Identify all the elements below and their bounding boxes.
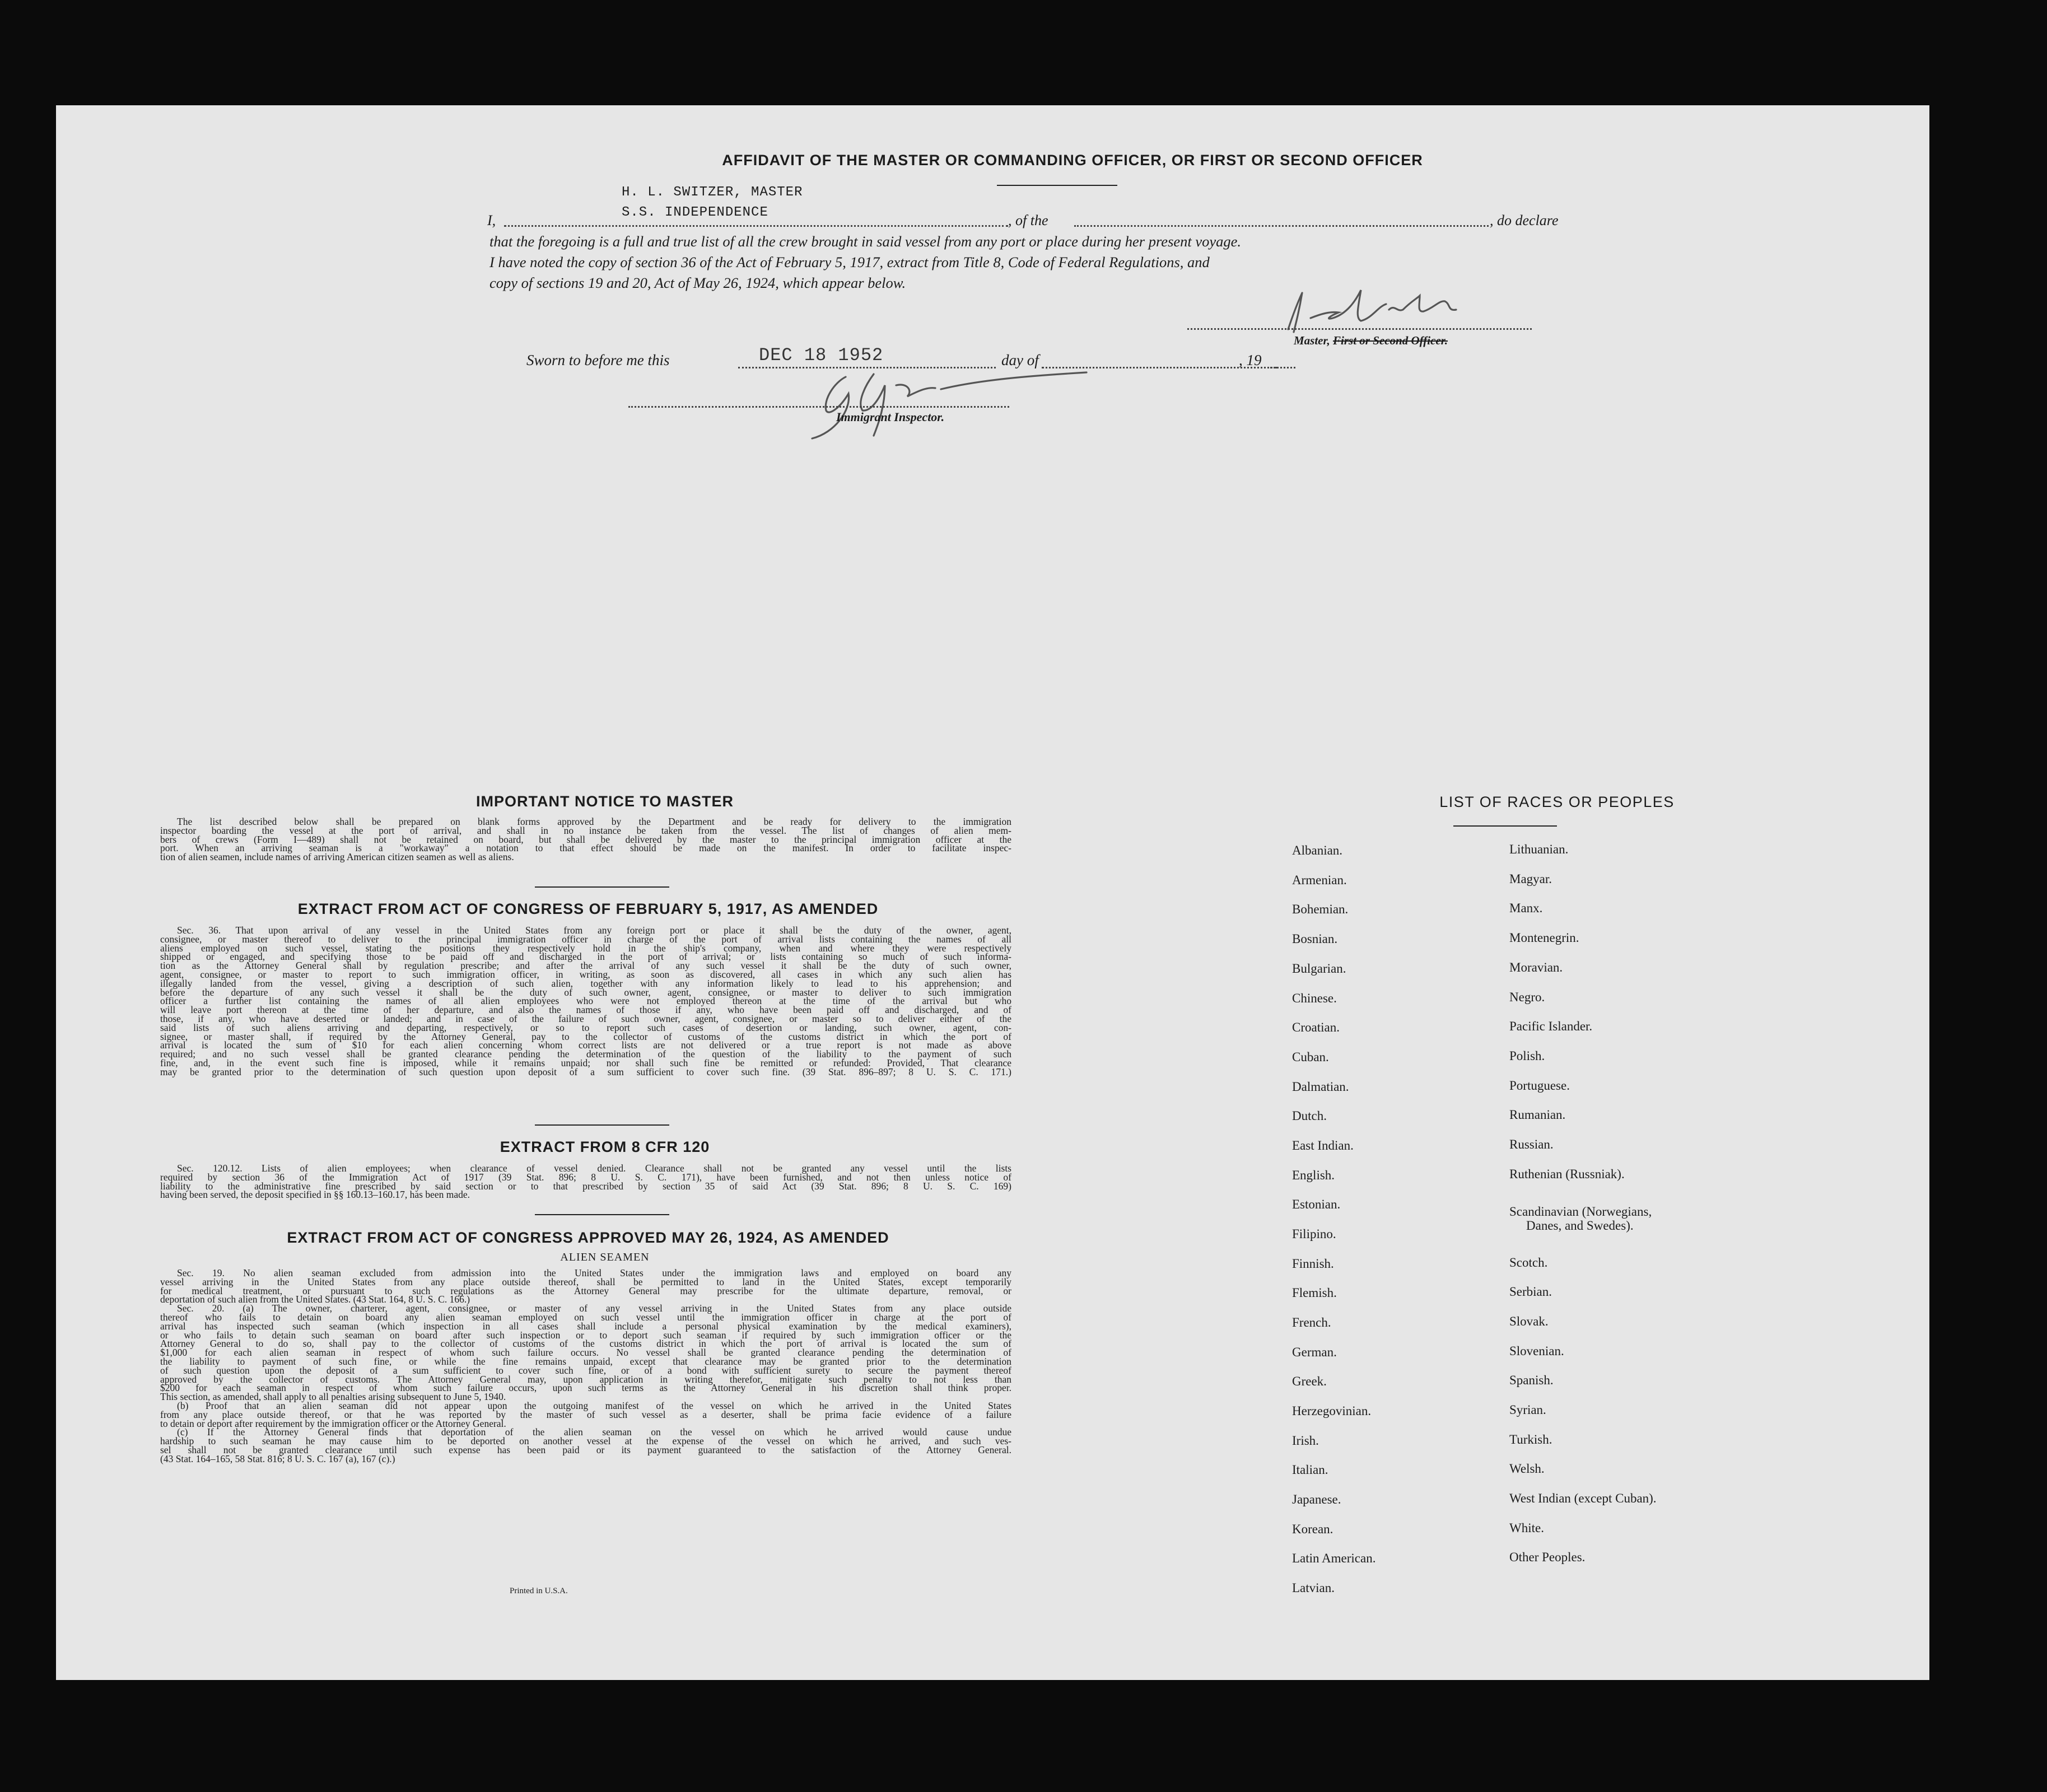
extract-1924-line: to detain or deport after requirement by the immigration officer or the Attorney General. xyxy=(160,1417,506,1429)
race-item: Other Peoples. xyxy=(1509,1550,1586,1564)
extract-1924-line: of such question upon the deposit of a sum sufficient to cover such fine, or of a bond with sufficient surety to secure the payment thereof xyxy=(160,1364,1011,1376)
race-item: Manx. xyxy=(1509,901,1543,915)
extract-cfr-title: EXTRACT FROM 8 CFR 120 xyxy=(500,1138,710,1155)
section-divider xyxy=(535,1214,669,1215)
race-item: Italian. xyxy=(1292,1463,1328,1477)
extract-1917-line: those, if any, who have deserted or landed; and in case of the failure of such owner, agent, consignee, or master so to deliver either of the xyxy=(160,1012,1011,1024)
extract-1917-line: illegally landed from the vessel, giving a description of such alien, together with any information likely to lead to his apprehension; and xyxy=(160,977,1011,989)
section-divider xyxy=(535,1124,669,1126)
master-caption xyxy=(1294,334,1448,348)
extract-1924-title: EXTRACT FROM ACT OF CONGRESS APPROVED MAY 26, 1924, AS AMENDED xyxy=(287,1229,889,1246)
sworn-label: Sworn to before me this xyxy=(526,352,670,368)
extract-1924-body xyxy=(160,1269,1011,1464)
race-item: Bulgarian. xyxy=(1292,962,1346,976)
race-item: Bosnian. xyxy=(1292,932,1338,946)
extract-1924-line: deportation of such alien from the United States. (43 Stat. 164, 8 U. S. C. 166.) xyxy=(160,1294,470,1305)
master-signature-line xyxy=(1187,328,1532,330)
manifest-page xyxy=(56,105,1929,1680)
extract-1924-line: from any place outside thereof, or that he was reported by the master of such vessel as a deserter, shall be prima facie evidence of a failure xyxy=(160,1408,1011,1420)
race-item: Pacific Islander. xyxy=(1509,1019,1593,1033)
extract-1917-line: before the departure of any such vessel it shall be the duty of such owner, agent, consignee, or master to deliver to such immigration xyxy=(160,986,1011,998)
extract-1917-line: Sec. 36. That upon arrival of any vessel in the United States from any foreign port or place it shall be the duty of the owner, agent, xyxy=(177,925,1011,936)
extract-cfr-line: required by section 36 of the Immigration Act of 1917 (39 Stat. 896; 8 U. S. C. 171), have been furnished, and not then unless notice of xyxy=(160,1171,1011,1183)
name-field xyxy=(504,225,1008,227)
race-item: Greek. xyxy=(1292,1374,1327,1388)
declaration-i-label: I, xyxy=(487,212,496,228)
race-item: Korean. xyxy=(1292,1522,1333,1536)
race-item: Japanese. xyxy=(1292,1492,1341,1506)
race-item: Armenian. xyxy=(1292,873,1347,887)
extract-cfr-line: having been served, the deposit specified in §§ 160.13–160.17, has been made. xyxy=(160,1189,470,1201)
extract-1924-line: hardship to such seaman he may cause him to be deported on another vessel at the expense of the vessel on which he arrived, and such ves- xyxy=(160,1435,1011,1447)
extract-cfr-body xyxy=(160,1164,1011,1200)
race-item: Serbian. xyxy=(1509,1285,1552,1299)
vessel-field xyxy=(1074,225,1489,227)
race-item: Flemish. xyxy=(1292,1286,1337,1300)
race-item: German. xyxy=(1292,1345,1337,1359)
of-the-label: , of the xyxy=(1008,212,1048,228)
extract-1924-line: $1,000 for each alien seaman in respect of whom such failure occurs. No vessel shall be granted clearance pending the determination of xyxy=(160,1347,1011,1359)
race-item: Polish. xyxy=(1509,1049,1545,1063)
printed-in-usa: Printed in U.S.A. xyxy=(510,1586,568,1595)
declaration-line-2: that the foregoing is a full and true list of all the crew brought in said vessel from any port or place during her present voyage. xyxy=(489,233,1242,250)
race-item: Ruthenian (Russniak). xyxy=(1509,1167,1625,1181)
race-item: Cuban. xyxy=(1292,1050,1329,1064)
notice-title: IMPORTANT NOTICE TO MASTER xyxy=(476,793,734,810)
race-item: Rumanian. xyxy=(1509,1108,1566,1122)
stamp-date: DEC 18 1952 xyxy=(759,345,884,366)
race-item: Syrian. xyxy=(1509,1403,1546,1417)
master-signature xyxy=(1277,279,1512,340)
race-item: Croatian. xyxy=(1292,1020,1340,1034)
extract-1917-line: agent, consignee, or master to report to such immigration officer, in writing, as soon as discovered, all cases in which any such alien has xyxy=(160,968,1011,980)
declaration-line-4: copy of sections 19 and 20, Act of May 26, 1924, which appear below. xyxy=(489,274,906,291)
race-item: Scandinavian (Norwegians, xyxy=(1509,1205,1652,1219)
notice-line: port. When an arriving seaman is a "workaway" a notation to that effect should be made on the manifest. In order to facilitate inspec- xyxy=(160,842,1011,854)
inspector-signature xyxy=(795,360,1109,444)
extract-1917-body xyxy=(160,926,1011,1077)
section-divider xyxy=(535,886,669,888)
extract-1924-line: Sec. 20. (a) The owner, charterer, agent, consignee, or master of any vessel arriving in the United States from any place outside xyxy=(177,1303,1011,1314)
typed-master-name: H. L. SWITZER, MASTER xyxy=(622,185,803,200)
race-item: Irish. xyxy=(1292,1434,1319,1448)
race-item: Latin American. xyxy=(1292,1551,1376,1565)
race-item: Danes, and Swedes). xyxy=(1526,1219,1634,1233)
extract-1924-line: Attorney General to do so, shall pay to the collector of customs of the customs district in which the port of arrival is located the sum of xyxy=(160,1338,1011,1350)
extract-1917-line: required; and no such vessel shall be granted clearance pending the determination of the question of the liability to the payment of such xyxy=(160,1048,1011,1060)
extract-cfr-line: Sec. 120.12. Lists of alien employees; when clearance of vessel denied. Clearance shall not be granted any vessel until the lists xyxy=(177,1163,1011,1174)
day-of-label: day of xyxy=(1001,352,1039,368)
race-item: Albanian. xyxy=(1292,843,1343,857)
extract-1917-line: arrival is located the sum of $10 for each alien concerning whom correct lists are not delivered or a true report is not made as above xyxy=(160,1039,1011,1051)
extract-1917-line: fine, and, in the event such fine is imposed, while it remains unpaid; nor shall such fine be remitted or refunded: Provided, That clearance xyxy=(160,1057,1011,1068)
extract-1924-line: the liability to payment of such fine, or while the fine remains unpaid, except that clearance may be granted prior to the determination xyxy=(160,1355,1011,1367)
extract-1924-subtitle: ALIEN SEAMEN xyxy=(560,1251,650,1263)
race-item: Magyar. xyxy=(1509,872,1552,886)
race-item: Spanish. xyxy=(1509,1373,1554,1387)
extract-1924-line: thereof who fails to detain on board any alien seaman employed on such vessel until the immigration officer in charge at the port of xyxy=(160,1311,1011,1323)
extract-1924-line: Sec. 19. No alien seaman excluded from admission into the United States under the immigration laws and employed on board any xyxy=(177,1267,1011,1278)
extract-1924-line: sel shall not be granted clearance until such expense has been paid or its payment guaranteed to the satisfaction of the Attorney General. xyxy=(160,1444,1011,1455)
race-item: English. xyxy=(1292,1168,1335,1182)
race-item: Welsh. xyxy=(1509,1462,1545,1476)
race-item: Finnish. xyxy=(1292,1257,1334,1271)
notice-line: bers of crews (Form I—489) shall not be retained on board, but shall be delivered by the master to the principal immigration officer at the xyxy=(160,833,1011,845)
extract-1917-line: officer a further list containing the names of all alien employees who were not employed thereon at the time of the arrival but who xyxy=(160,995,1011,1007)
title-rule xyxy=(997,185,1117,186)
race-item: Negro. xyxy=(1509,990,1545,1004)
affidavit-title: AFFIDAVIT OF THE MASTER OR COMMANDING OFFICER, OR FIRST OR SECOND OFFICER xyxy=(722,152,1423,169)
race-item: French. xyxy=(1292,1315,1331,1329)
races-title: LIST OF RACES OR PEOPLES xyxy=(1439,794,1675,810)
race-item: Lithuanian. xyxy=(1509,842,1569,856)
master-caption-struck: First or Second Officer. xyxy=(1333,334,1448,347)
extract-1917-line: will leave port thereon at the time of her departure, and also the names of those if any, who have been paid off and discharged, and of xyxy=(160,1004,1011,1016)
extract-1917-line: may be granted prior to the determination of such question upon deposit of a sum sufficient to cover such fine. (39 Stat. 896–897; 8 U. S. C. 171.) xyxy=(160,1066,1011,1077)
extract-1924-line: vessel arriving in the United States from any place outside thereof, shall be permitted to land in the United States, except temporarily xyxy=(160,1276,1011,1287)
extract-1924-line: approved by the collector of customs. The Attorney General may, upon application in writing therefor, mitigate such penalty to not less than xyxy=(160,1373,1011,1385)
extract-1917-line: signee, or master shall, if required by the Attorney General, pay to the collector of customs of the customs district in which the port of xyxy=(160,1030,1011,1042)
extract-1924-line: $200 for each seaman in respect of whom such failure occurs, upon such terms as the Attorney General in his discretion shall think proper. xyxy=(160,1382,1011,1394)
race-item: Estonian. xyxy=(1292,1197,1341,1211)
race-item: Portuguese. xyxy=(1509,1079,1570,1093)
do-declare-label: , do declare xyxy=(1490,212,1559,228)
race-item: Russian. xyxy=(1509,1137,1554,1151)
inspector-caption: Immigrant Inspector. xyxy=(836,410,945,424)
extract-1917-line: shipped or engaged, and specifying those to be paid off and discharged in the port of arrival; or lists containing so much of such informa- xyxy=(160,951,1011,963)
extract-1924-line: This section, as amended, shall apply to all penalties arising subsequent to June 5, 1940. xyxy=(160,1391,506,1403)
races-title-rule xyxy=(1453,825,1557,827)
notice-line: The list described below shall be prepared on blank forms approved by the Department and be ready for delivery to the immigration xyxy=(177,816,1011,827)
race-item: White. xyxy=(1509,1521,1544,1535)
inspector-signature-line xyxy=(628,406,1009,408)
race-item: Chinese. xyxy=(1292,991,1337,1005)
declaration-line-3: I have noted the copy of section 36 of the Act of February 5, 1917, extract from Title 8, Code of Federal Regulations, and xyxy=(489,254,1210,270)
extract-cfr-line: liability to the administrative fine prescribed by said section or to that prescribed by section 35 of said Act (39 Stat. 896; 8 U. S. C. 169) xyxy=(160,1180,1011,1192)
year-field xyxy=(1270,367,1295,368)
extract-1924-line: (c) If the Attorney General finds that deportation of the alien seaman on the vessel on which he arrived would cause undue xyxy=(177,1426,1011,1438)
extract-1924-line: for medical treatment, or pursuant to such regulations as the Attorney General may prescribe for the ultimate departure, removal, or xyxy=(160,1285,1011,1296)
extract-1917-line: consignee, or master thereof to deliver to the principal immigration officer in charge of the port of arrival lists containing the names of all xyxy=(160,933,1011,945)
race-item: Herzegovinian. xyxy=(1292,1404,1372,1418)
master-caption-master: Master, xyxy=(1294,334,1330,347)
race-item: Filipino. xyxy=(1292,1227,1336,1241)
race-item: Latvian. xyxy=(1292,1581,1335,1595)
extract-1924-line: (b) Proof that an alien seaman did not appear upon the outgoing manifest of the vessel on which he arrived in the United States xyxy=(177,1399,1011,1411)
typed-vessel-name: S.S. INDEPENDENCE xyxy=(622,205,768,220)
notice-body xyxy=(160,818,1011,862)
race-item: Montenegrin. xyxy=(1509,931,1579,945)
race-item: Dutch. xyxy=(1292,1109,1327,1123)
race-item: Slovenian. xyxy=(1509,1344,1564,1358)
race-item: Scotch. xyxy=(1509,1256,1548,1270)
race-item: Bohemian. xyxy=(1292,902,1349,916)
race-item: Slovak. xyxy=(1509,1314,1549,1328)
extract-1924-line: or who fails to detain such seaman on board after such inspection or to deport such seaman if required by such immigration officer or the xyxy=(160,1329,1011,1341)
race-item: Dalmatian. xyxy=(1292,1080,1349,1094)
extract-1917-line: said lists of such aliens arriving and departing, respectively, or so to report such cases of desertion or landing, such owner, agent, con- xyxy=(160,1021,1011,1033)
extract-1917-line: tion as the Attorney General shall by regulation prescribe; and after the arrival of any such vessel it shall be the duty of such owner, xyxy=(160,960,1011,972)
race-item: Turkish. xyxy=(1509,1432,1552,1446)
race-item: East Indian. xyxy=(1292,1138,1354,1152)
extract-1917-title: EXTRACT FROM ACT OF CONGRESS OF FEBRUARY 5, 1917, AS AMENDED xyxy=(297,900,879,917)
extract-1917-line: aliens employed on such vessel, stating the positions they respectively hold in the ship's company, when and where they were respectively xyxy=(160,942,1011,954)
extract-1924-line: arrival has inspected such seaman (which inspection in all cases shall include a personal physical examination by the medical examiners), xyxy=(160,1320,1011,1332)
race-item: West Indian (except Cuban). xyxy=(1509,1491,1657,1505)
notice-line: tion of alien seamen, include names of arriving American citizen seamen as well as aliens. xyxy=(160,851,514,863)
year-label: , 19 xyxy=(1239,352,1262,368)
race-item: Moravian. xyxy=(1509,960,1563,974)
notice-line: inspector boarding the vessel at the port of arrival, and shall in no instance be taken from the vessel. The list of changes of alien mem- xyxy=(160,824,1011,836)
extract-1924-line: (43 Stat. 164–165, 58 Stat. 816; 8 U. S. C. 167 (a), 167 (c).) xyxy=(160,1453,395,1464)
